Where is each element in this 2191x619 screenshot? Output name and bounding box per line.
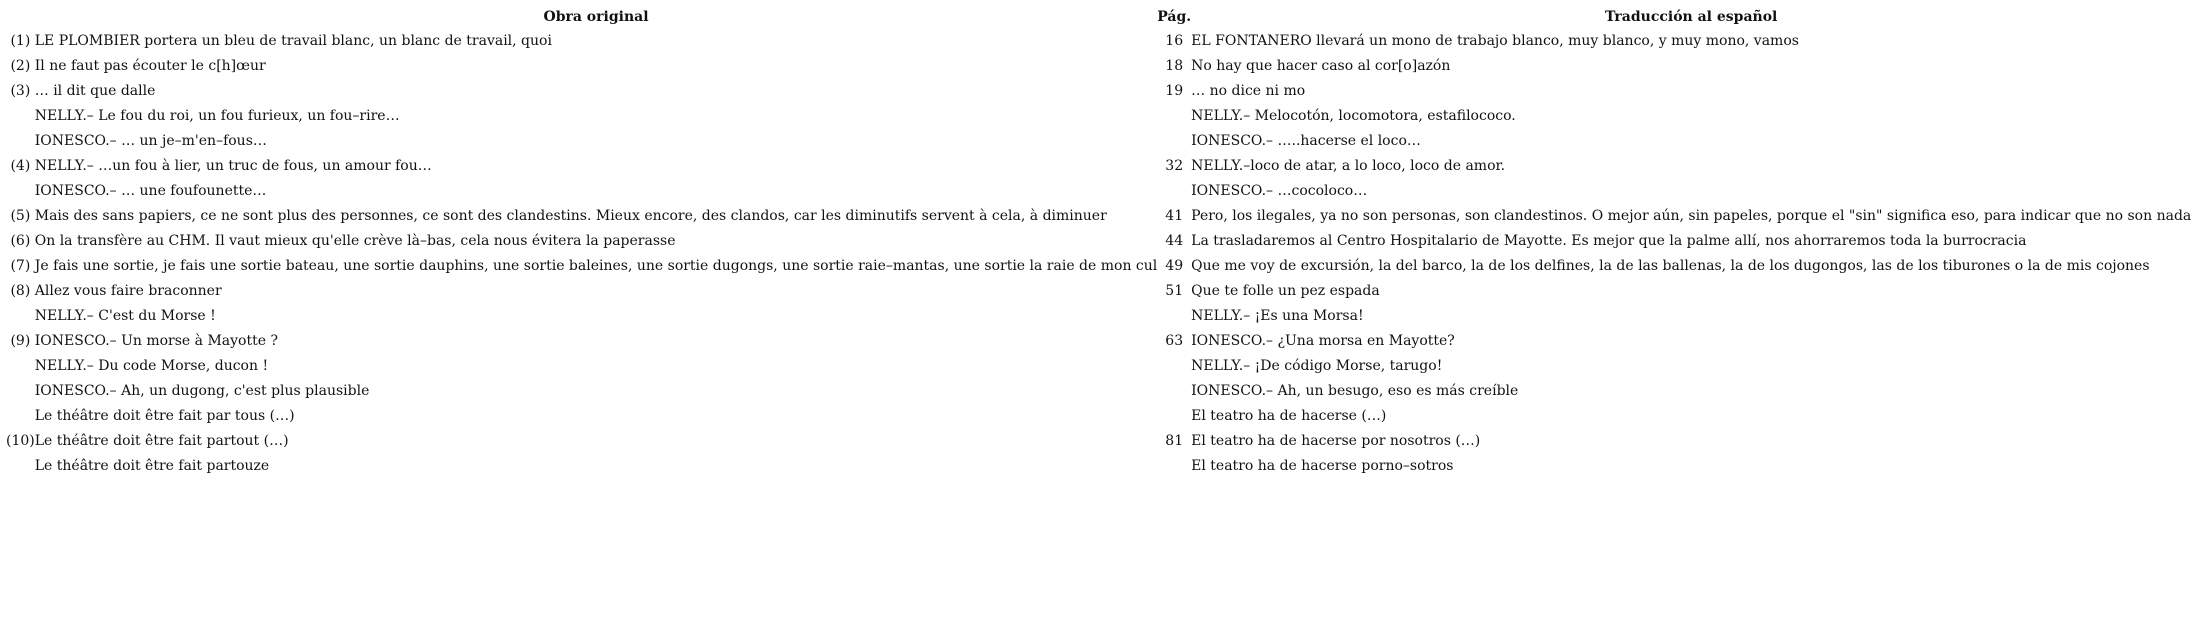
page-number: 63: [1165, 332, 1184, 349]
original-text: NELLY.– Le fou du roi, un fou furieux, un fou–rire…: [34, 107, 400, 124]
translation-text: IONESCO.– …cocoloco…: [1191, 182, 1368, 199]
page-number: 41: [1165, 207, 1184, 224]
header-page: Pág.: [1157, 9, 1192, 25]
page-number: [1157, 453, 1191, 478]
original-text: Allez vous faire braconner: [34, 282, 222, 299]
page-number: [1157, 353, 1191, 378]
table-row: [6, 328, 2191, 353]
table-row: [6, 153, 2191, 178]
translation-text: Pero, los ilegales, ya no son personas, son clandestinos. O mejor aún, sin papeles, porque el "sin" significa eso, para indicar que no son nada: [1191, 207, 2191, 224]
example-number: [6, 453, 35, 478]
original-text: IONESCO.– Un morse à Mayotte ?: [34, 332, 278, 349]
translation-text: El teatro ha de hacerse (…): [1191, 407, 1387, 424]
page-number: 51: [1165, 282, 1184, 299]
table-row: [6, 353, 2191, 378]
header-number: [6, 6, 35, 28]
example-number: [6, 103, 35, 128]
example-number: (2): [10, 57, 31, 74]
example-number: (10): [6, 432, 35, 449]
page-number: [1157, 403, 1191, 428]
table-row: [6, 203, 2191, 228]
table-row: [6, 403, 2191, 428]
table-row: [6, 78, 2191, 103]
example-number: [6, 353, 35, 378]
page-number: 81: [1165, 432, 1184, 449]
example-number: (8): [10, 282, 31, 299]
table-row: [6, 28, 2191, 53]
example-number: (7): [10, 257, 31, 274]
example-number: [6, 128, 35, 153]
original-text: NELLY.– …un fou à lier, un truc de fous, un amour fou…: [34, 157, 432, 174]
translation-text: NELLY.– ¡De código Morse, tarugo!: [1191, 357, 1443, 374]
translation-text: NELLY.– ¡Es una Morsa!: [1191, 307, 1364, 324]
original-text: IONESCO.– … un je–m'en–fous…: [34, 132, 267, 149]
page-number: [1157, 303, 1191, 328]
translation-text: NELLY.–loco de atar, a lo loco, loco de amor.: [1191, 157, 1506, 174]
original-text: IONESCO.– Ah, un dugong, c'est plus plausible: [34, 382, 370, 399]
page-number: [1157, 378, 1191, 403]
translation-text: El teatro ha de hacerse por nosotros (…): [1191, 432, 1481, 449]
original-text: Le théâtre doit être fait par tous (…): [34, 407, 295, 424]
example-number: [6, 378, 35, 403]
page-number: 18: [1165, 57, 1184, 74]
translation-text: La trasladaremos al Centro Hospitalario de Mayotte. Es mejor que la palme allí, nos ahorraremos toda la burrocracia: [1191, 232, 2027, 249]
translation-text: … no dice ni mo: [1191, 82, 1306, 99]
header-original: Obra original: [543, 9, 649, 25]
header-translation: Traducción al español: [1605, 9, 1778, 25]
table-row: [6, 128, 2191, 153]
table-row: [6, 228, 2191, 253]
table-row: [6, 253, 2191, 278]
translation-text: IONESCO.– …..hacerse el loco…: [1191, 132, 1421, 149]
original-text: On la transfère au CHM. Il vaut mieux qu'elle crève là–bas, cela nous évitera la paperasse: [34, 232, 676, 249]
page-number: 49: [1165, 257, 1184, 274]
original-text: LE PLOMBIER portera un bleu de travail blanc, un blanc de travail, quoi: [34, 32, 552, 49]
example-number: [6, 403, 35, 428]
table-row: [6, 453, 2191, 478]
original-text: Le théâtre doit être fait partouze: [34, 457, 270, 474]
translation-text: No hay que hacer caso al cor[o]azón: [1191, 57, 1451, 74]
page-number: 44: [1165, 232, 1184, 249]
original-text: … il dit que dalle: [34, 82, 156, 99]
table-row: [6, 178, 2191, 203]
table-header-row: [6, 6, 2191, 28]
original-text: IONESCO.– … une foufounette…: [34, 182, 267, 199]
translation-text: IONESCO.– Ah, un besugo, eso es más creíble: [1191, 382, 1519, 399]
page-number: [1157, 103, 1191, 128]
original-text: Le théâtre doit être fait partout (…): [34, 432, 289, 449]
page-number: 16: [1165, 32, 1184, 49]
table-row: [6, 378, 2191, 403]
original-text: Mais des sans papiers, ce ne sont plus des personnes, ce sont des clandestins. Mieux encore, des clandos, car les diminutifs servent à cela, à diminuer: [34, 207, 1107, 224]
example-number: (1): [10, 32, 31, 49]
translation-text: Que te folle un pez espada: [1191, 282, 1380, 299]
example-number: [6, 178, 35, 203]
translation-text: El teatro ha de hacerse porno–sotros: [1191, 457, 1454, 474]
table-row: [6, 278, 2191, 303]
example-number: (4): [10, 157, 31, 174]
example-number: (5): [10, 207, 31, 224]
example-number: [6, 303, 35, 328]
page-number: [1157, 178, 1191, 203]
original-text: NELLY.– Du code Morse, ducon !: [34, 357, 269, 374]
example-number: (6): [10, 232, 31, 249]
table-row: [6, 53, 2191, 78]
page-number: [1157, 128, 1191, 153]
table-row: [6, 428, 2191, 453]
translation-text: IONESCO.– ¿Una morsa en Mayotte?: [1191, 332, 1455, 349]
translation-text: NELLY.– Melocotón, locomotora, estafilococo.: [1191, 107, 1516, 124]
table-row: [6, 103, 2191, 128]
original-text: NELLY.– C'est du Morse !: [34, 307, 216, 324]
example-number: (3): [10, 82, 31, 99]
table-row: [6, 303, 2191, 328]
original-text: Je fais une sortie, je fais une sortie bateau, une sortie dauphins, une sortie baleines, une sortie dugongs, une sortie raie–mantas, une sortie la raie de mon cul: [34, 257, 1158, 274]
translation-comparison-table: [6, 6, 2191, 478]
example-number: (9): [10, 332, 31, 349]
translation-text: EL FONTANERO llevará un mono de trabajo blanco, muy blanco, y muy mono, vamos: [1191, 32, 1799, 49]
page-number: 32: [1165, 157, 1184, 174]
page-number: 19: [1165, 82, 1184, 99]
translation-text: Que me voy de excursión, la del barco, la de los delfines, la de las ballenas, la de los dugongos, las de los tiburones o la de mis cojones: [1191, 257, 2150, 274]
original-text: Il ne faut pas écouter le c[h]œur: [34, 57, 266, 74]
